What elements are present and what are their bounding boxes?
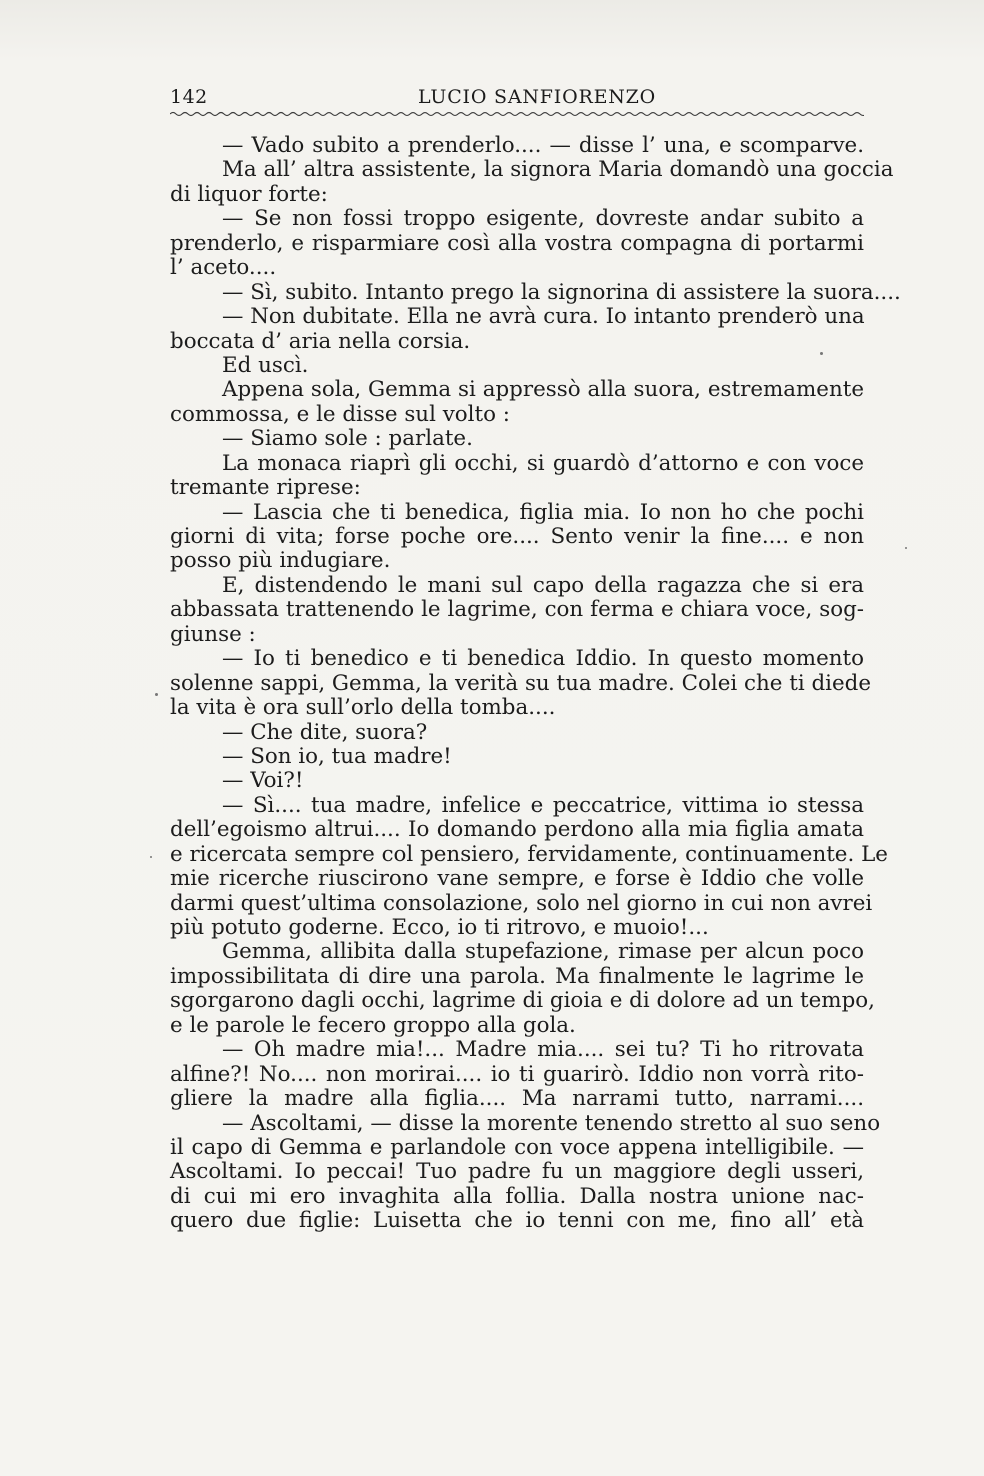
- text-line: Appena sola, Gemma si appressò alla suora, estremamente: [222, 377, 864, 403]
- text-line: Ed uscì.: [222, 352, 309, 378]
- text-line: quero due figlie: Luisetta che io tenni con me, fino all’ età: [170, 1208, 864, 1234]
- print-speck: [905, 547, 907, 549]
- text-line: — Non dubitate. Ella ne avrà cura. Io intanto prenderò una: [222, 304, 865, 330]
- text-line: posso più indugiare.: [170, 548, 391, 574]
- text-line: gliere la madre alla figlia.... Ma narrami tutto, narrami....: [170, 1086, 864, 1112]
- body-text: [170, 133, 901, 1234]
- text-line: prenderlo, e risparmiare così alla vostra compagna di portarmi: [170, 230, 864, 256]
- text-line: solenne sappi, Gemma, la verità su tua madre. Colei che ti diede: [170, 670, 872, 696]
- text-line: tremante riprese:: [170, 475, 361, 501]
- text-line: la vita è ora sull’orlo della tomba....: [170, 695, 556, 721]
- text-line: di cui mi ero invaghita alla follia. Dalla nostra unione nac-: [170, 1183, 864, 1209]
- text-line: più potuto goderne. Ecco, io ti ritrovo, e muoio!...: [170, 915, 709, 940]
- text-line: Gemma, allibita dalla stupefazione, rimase per alcun poco: [222, 939, 864, 965]
- text-line: giunse :: [170, 621, 256, 647]
- print-speck: [155, 693, 158, 696]
- text-line: — Se non fossi troppo esigente, dovreste andar subito a: [222, 206, 864, 232]
- page-number: 142: [170, 86, 208, 108]
- text-line: e ricercata sempre col pensiero, fervidamente, continuamente. Le: [170, 841, 888, 867]
- text-line: dell’egoismo altrui.... Io domando perdono alla mia figlia amata: [170, 817, 864, 843]
- text-line: giorni di vita; forse poche ore.... Sento venir la fine.... e non: [170, 524, 864, 549]
- text-line: mie ricerche riuscirono vane sempre, e forse è Iddio che volle: [170, 866, 864, 892]
- text-line: l’ aceto....: [170, 255, 277, 281]
- text-line: abbassata trattenendo le lagrime, con ferma e chiara voce, sog-: [170, 597, 864, 623]
- text-line: — Sì.... tua madre, infelice e peccatrice, vittima io stessa: [222, 792, 864, 818]
- text-line: Ma all’ altra assistente, la signora Maria domandò una goccia: [222, 157, 894, 183]
- text-line: — Sì, subito. Intanto prego la signorina di assistere la suora....: [222, 279, 901, 305]
- text-line: il capo di Gemma e parlandole con voce appena intelligibile. —: [170, 1134, 864, 1160]
- text-line: — Ascoltami, — disse la morente tenendo stretto al suo seno: [222, 1110, 881, 1136]
- text-line: boccata d’ aria nella corsia.: [170, 328, 471, 354]
- text-line: — Lascia che ti benedica, figlia mia. Io non ho che pochi: [222, 499, 864, 525]
- text-line: alfine?! No.... non morirai.... io ti guarirò. Iddio non vorrà rito-: [170, 1061, 864, 1087]
- text-line: — Voi?!: [222, 768, 304, 794]
- text-line: impossibilitata di dire una parola. Ma finalmente le lagrime le: [170, 963, 864, 989]
- running-title: LUCIO SANFIORENZO: [418, 86, 657, 108]
- text-line: — Che dite, suora?: [222, 719, 428, 745]
- text-line: di liquor forte:: [170, 181, 328, 207]
- text-line: Ascoltami. Io peccai! Tuo padre fu un maggiore degli usseri,: [170, 1159, 864, 1185]
- text-line: — Siamo sole : parlate.: [222, 426, 473, 452]
- text-line: e le parole le fecero groppo alla gola.: [170, 1012, 576, 1038]
- text-line: — Vado subito a prenderlo.... — disse l’ una, e scomparve.: [222, 133, 864, 158]
- print-speck: [150, 856, 152, 858]
- text-line: La monaca riaprì gli occhi, si guardò d’attorno e con voce: [222, 450, 864, 476]
- text-line: E, distendendo le mani sul capo della ragazza che si era: [222, 572, 864, 598]
- text-line: — Io ti benedico e ti benedica Iddio. In questo momento: [222, 646, 864, 672]
- text-line: darmi quest’ultima consolazione, solo nel giorno in cui non avrei: [170, 890, 873, 916]
- ornamental-wavy-rule: [170, 108, 864, 120]
- text-line: — Son io, tua madre!: [222, 743, 452, 769]
- text-line: commossa, e le disse sul volto :: [170, 401, 510, 427]
- text-line: sgorgarono dagli occhi, lagrime di gioia e di dolore ad un tempo,: [170, 988, 875, 1014]
- print-speck: [820, 352, 823, 355]
- text-line: — Oh madre mia!... Madre mia.... sei tu? Ti ho ritrovata: [222, 1037, 864, 1063]
